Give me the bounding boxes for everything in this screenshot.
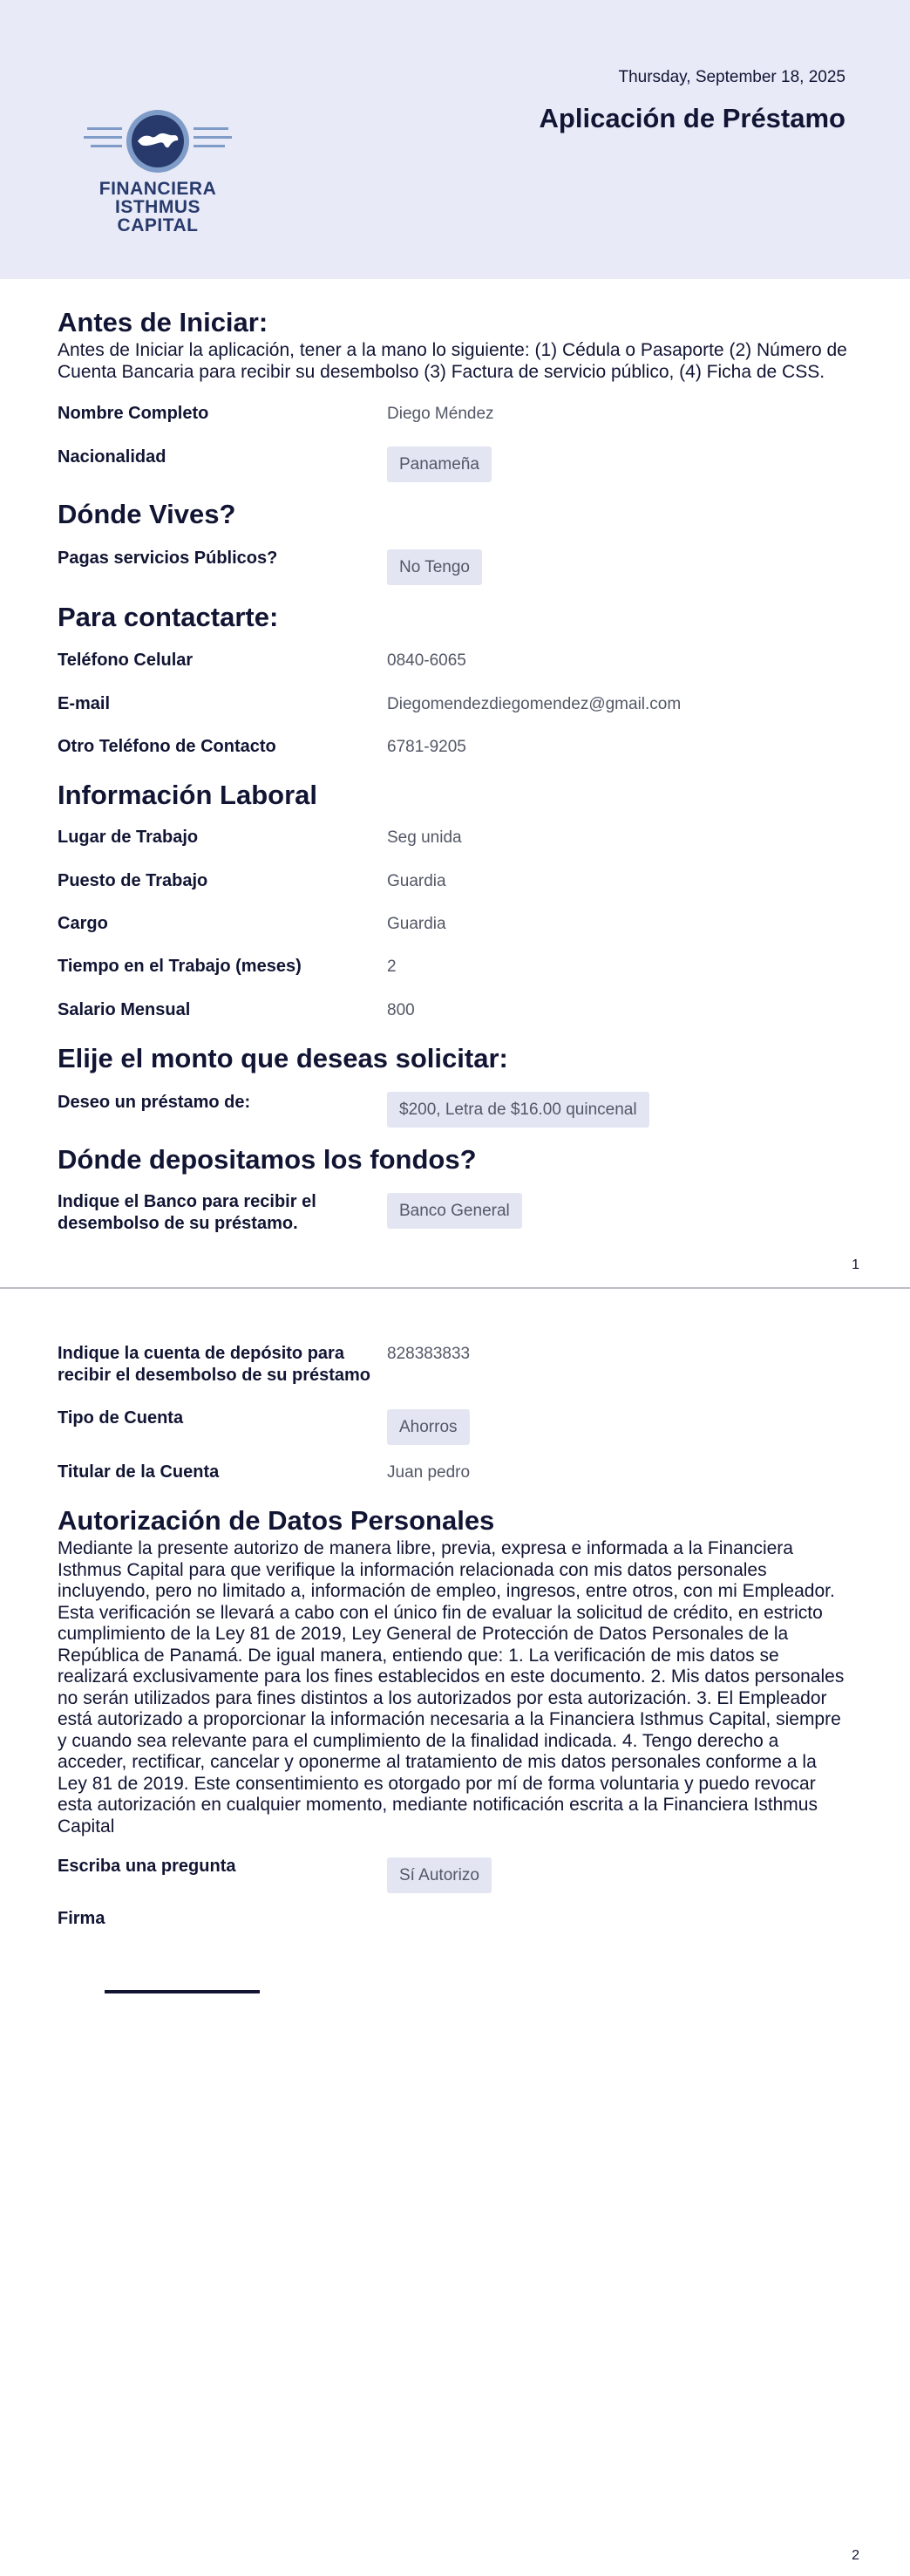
email-label: E-mail bbox=[58, 694, 111, 713]
cargo-label: Cargo bbox=[58, 914, 108, 933]
celular-value: 0840-6065 bbox=[387, 651, 466, 670]
celular-label: Teléfono Celular bbox=[58, 651, 194, 670]
document-date: Thursday, September 18, 2025 bbox=[618, 68, 845, 86]
nombre-value: Diego Méndez bbox=[387, 405, 494, 423]
lugar-value: Seg unida bbox=[387, 828, 462, 847]
puesto-label: Puesto de Trabajo bbox=[58, 871, 208, 890]
otro-telefono-value: 6781-9205 bbox=[387, 738, 466, 756]
lugar-label: Lugar de Trabajo bbox=[58, 828, 199, 847]
deposito-title: Dónde depositamos los fondos? bbox=[58, 1144, 477, 1175]
autorizacion-text: Mediante la presente autorizo de manera libre, previa, expresa e informada a la Financiera Isthmus Capital para que verifique la información relacionada con mis datos personales incluyendo, pero no limitado a, información de empleo, ingresos, entre otros, con mi Empleador. Esta verificación se llevará a cabo con el único fin de evaluar la solicitud de crédito, en estricto cumplimiento de la Ley 81 de 2019, Ley General de Protección de Datos Personales de la República de Panamá. De igual manera, entiendo que: 1. La verificación de mis datos se realizará exclusivamente para los fines establecidos en este documento. 2. Mis datos personales no serán utilizados para fines distintos a los autorizados por esta autorización. 3. El Empleador está autorizado a proporcionar la información necesaria a la Financiera Isthmus Capital, siempre y cuando sea relevante para el cumplimiento de la finalidad indicada. 4. Tengo derecho a acceder, rectificar, cancelar y oponerme al tratamiento de mis datos personales conforme a la Ley 81 de 2019. Este consentimiento es otorgado por mí de forma voluntaria y puedo revocar esta autorización en cualquier momento, mediante notificación escrita a la Financiera Isthmus Capital bbox=[58, 1538, 845, 1837]
logo-line-3: CAPITAL bbox=[117, 215, 199, 235]
page-number-2: 2 bbox=[852, 2548, 859, 2563]
document-title: Aplicación de Préstamo bbox=[539, 103, 845, 133]
email-value: Diegomendezdiegomendez@gmail.com bbox=[387, 695, 682, 713]
cargo-value: Guardia bbox=[387, 915, 446, 933]
banco-label: Indique el Banco para recibir el desembolso de su préstamo. bbox=[58, 1192, 316, 1233]
banco-chip: Banco General bbox=[387, 1193, 522, 1229]
prestamo-label: Deseo un préstamo de: bbox=[58, 1093, 251, 1112]
company-logo bbox=[84, 108, 232, 235]
tiempo-label: Tiempo en el Trabajo (meses) bbox=[58, 957, 302, 976]
cuenta-value: 828383833 bbox=[387, 1345, 471, 1363]
servicios-chip: No Tengo bbox=[387, 549, 482, 585]
pregunta-chip: Sí Autorizo bbox=[387, 1857, 492, 1893]
tipo-cuenta-chip: Ahorros bbox=[387, 1409, 470, 1445]
cuenta-label: Indique la cuenta de depósito para recibir el desembolso de su préstamo bbox=[58, 1344, 371, 1385]
salario-label: Salario Mensual bbox=[58, 1000, 191, 1019]
puesto-value: Guardia bbox=[387, 872, 446, 890]
monto-title: Elije el monto que deseas solicitar: bbox=[58, 1043, 508, 1073]
tiempo-value: 2 bbox=[387, 957, 397, 976]
titular-value: Juan pedro bbox=[387, 1463, 471, 1482]
laboral-title: Información Laboral bbox=[58, 780, 317, 810]
nacionalidad-label: Nacionalidad bbox=[58, 447, 166, 467]
prestamo-chip: $200, Letra de $16.00 quincenal bbox=[387, 1092, 649, 1128]
nacionalidad-chip: Panameña bbox=[387, 446, 492, 482]
pregunta-label: Escriba una pregunta bbox=[58, 1857, 236, 1876]
document-header bbox=[0, 0, 910, 279]
autorizacion-title: Autorización de Datos Personales bbox=[58, 1505, 495, 1536]
salario-value: 800 bbox=[387, 1001, 415, 1019]
intro-text: Antes de Iniciar la aplicación, tener a la mano lo siguiente: (1) Cédula o Pasaporte (2) Número de Cuenta Bancaria para recibir su desembolso (3) Factura de servicio público, (4) Ficha de CSS. bbox=[58, 340, 847, 382]
otro-telefono-label: Otro Teléfono de Contacto bbox=[58, 737, 276, 756]
page-number-1: 1 bbox=[852, 1257, 859, 1272]
servicios-label: Pagas servicios Públicos? bbox=[58, 549, 278, 568]
logo-wordmark bbox=[84, 180, 232, 235]
nombre-label: Nombre Completo bbox=[58, 404, 209, 423]
signature-line bbox=[105, 1990, 260, 1993]
tipo-cuenta-label: Tipo de Cuenta bbox=[58, 1408, 184, 1428]
titular-label: Titular de la Cuenta bbox=[58, 1462, 220, 1482]
intro-title: Antes de Iniciar: bbox=[58, 307, 268, 337]
firma-label: Firma bbox=[58, 1909, 105, 1928]
logo-line-1: FINANCIERA bbox=[98, 179, 217, 199]
panama-map-globe-icon bbox=[84, 108, 232, 178]
page-1 bbox=[0, 0, 910, 1287]
vivienda-title: Dónde Vives? bbox=[58, 499, 236, 529]
contacto-title: Para contactarte: bbox=[58, 602, 279, 632]
logo-line-2: ISTHMUS bbox=[115, 197, 200, 217]
